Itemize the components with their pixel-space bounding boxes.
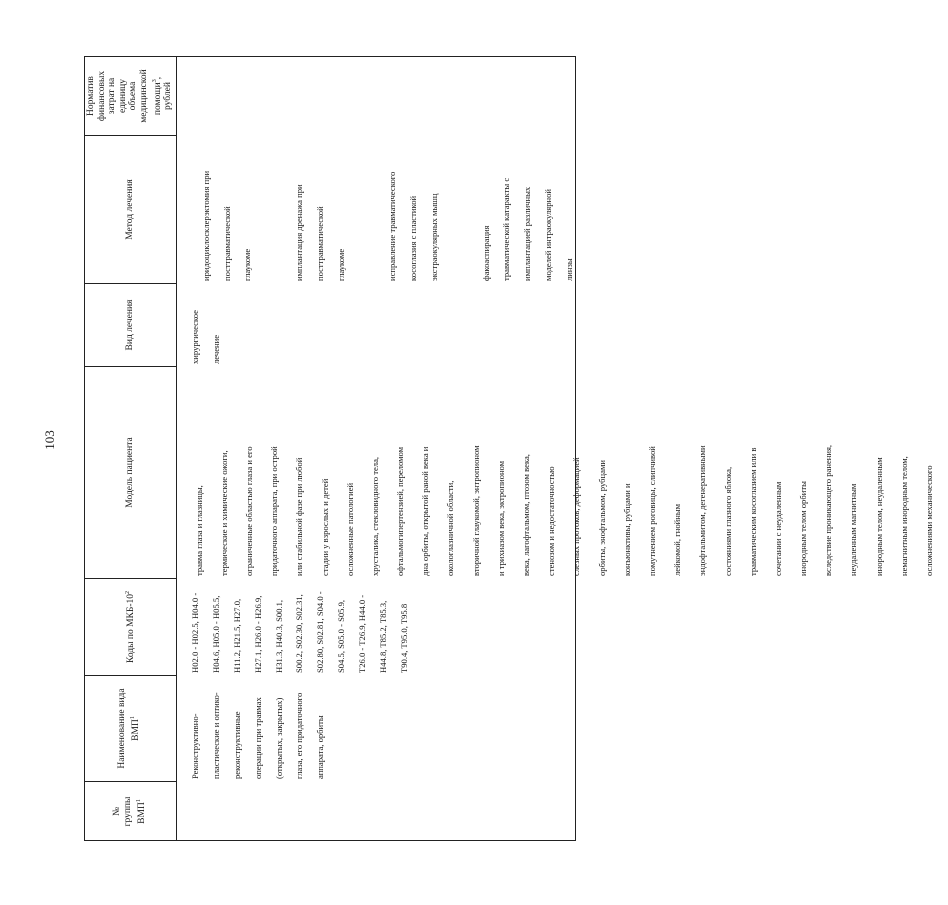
header-vmp-name: Наименование вида ВМП$^1$	[117, 688, 142, 769]
header-treatment-type: Вид лечения	[124, 299, 135, 351]
cell-treatment-type: хирургическое лечение	[190, 310, 222, 364]
cell-icd-codes: H02.0 - H02.5, H04.0 - H04.6, H05.0 - H05.5, H11.2, H21.5, H27.0, H27.1, H26.0 - H26.9, H31.3, H40.3, S00.1, S00.2, S02.30, S02.31, S02.80, S02.81, S04.0 - S04.5, S05.0 - S05.9, T26.0 - T26.9, H44.0 - H44.8, T85.2, T85.3, T90.4, T95.0, T95.8	[190, 591, 409, 673]
method-item: исправление травматического косоглазия с пластикой экстраокулярных мышц	[387, 171, 439, 281]
cell-vmp-name: Реконструктивно- пластические и оптико- реконструктивные операции при травмах (открытых, закрытых) глаза, его придаточного аппарата, орбиты	[190, 692, 326, 779]
method-item: иридоциклосклерэктомия при посттравматической глаукоме	[200, 170, 253, 281]
header-treatment-method: Метод лечения	[124, 179, 135, 240]
header-patient-model: Модель пациента	[124, 437, 135, 508]
header-cost-standard: Норматив финансовых затрат на единицу объема медицинской помощи$^3$, рублей	[86, 69, 174, 123]
method-item: факоаспирация травматической катаракты с имплантацией различных моделей интраокулярной линзы	[480, 177, 574, 281]
header-icd-codes: Коды по МКБ-$10^2$	[124, 590, 137, 664]
rotated-table	[84, 56, 935, 841]
cell-treatment-methods	[180, 136, 595, 283]
header-group-no: № группы ВМП$^1$	[111, 796, 148, 827]
page-number: 103	[42, 430, 57, 450]
method-item: имплантация дренажа при посттравматической глаукоме	[294, 184, 346, 281]
cell-patient-model: травма глаза и глазницы, термические и химические ожоги, ограниченные областью глаза и его придаточного аппарата, при острой или стабильной фазе при любой стадии у взрослых и детей осложненные патологией хрусталика, стекловидного тела, офтальмогипертензией, переломом дна орбиты, открытой раной века и окологлазничной области, вторичной глаукомой, энтропионом и трихиазом века, эктропионом века, лагофтальмом, птозом века, стенозом и недостаточностью слезных протоков, деформацией орбиты, энофтальмом, рубцами конъюнктивы, рубцами и помутнением роговицы, слипчивой лейкомой, гнойным эндофтальмитом, дегенеративными состояниями глазного яблока, травматическим косоглазием или в сочетании с неудаленным инородным телом орбиты вследствие проникающего ранения, неудаленным магнитным инородным телом, неудаленным немагнитным инородным телом, осложнениями механического	[193, 444, 935, 576]
header-divider	[176, 56, 177, 841]
